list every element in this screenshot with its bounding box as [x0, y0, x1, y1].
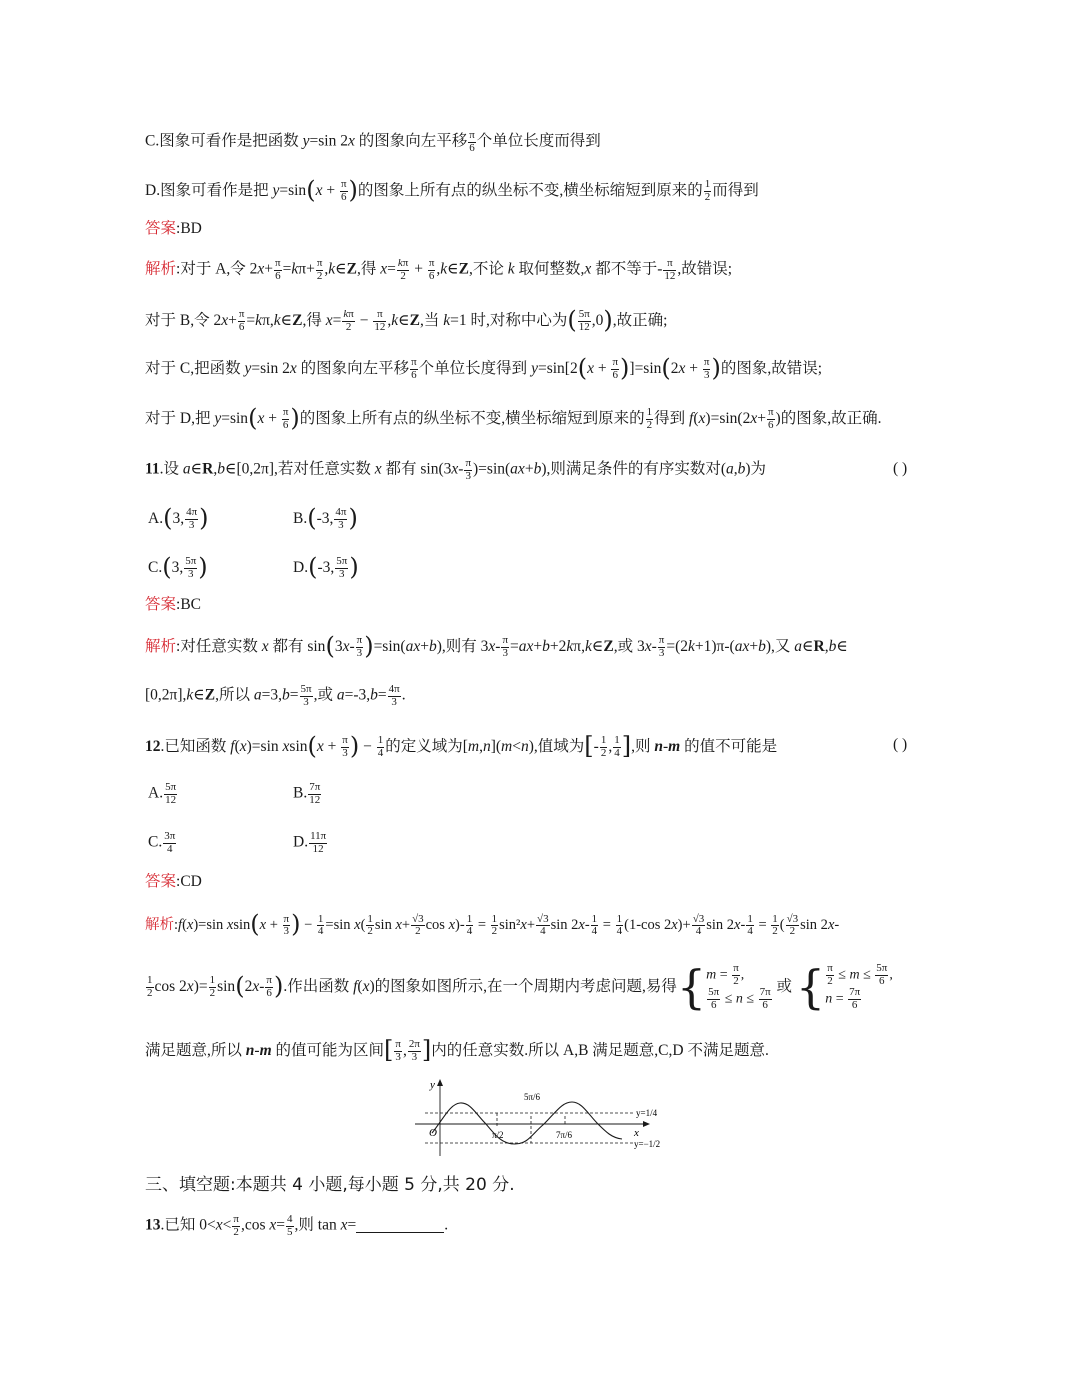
q11-stem: 11.设 a∈R,b∈[0,2π],若对任意实数 x 都有 sin(3x- $\frac{\pi}{3}$ )=sin(ax+b),则满足条件的有序实数对(a,b)为	[145, 457, 767, 482]
label-y-minus-half: y=−1/2	[634, 1139, 661, 1149]
q10-answer: 答案:BD	[145, 220, 202, 237]
x-axis-label: x	[634, 1127, 639, 1139]
label-pi2: π/2	[492, 1130, 504, 1140]
q11-solution-line2: [0,2π],k∈Z,所以 a=3,b= $\frac{5\pi}{3}$ ,或 a=-3,b= $\frac{4\pi}{3}$ .	[145, 683, 406, 708]
q12-answer: 答案:CD	[145, 873, 202, 890]
q12-option-c: C. $\frac{3\pi}{4}$	[148, 830, 176, 855]
q12-solution-line1: 解析:f(x)=sin xsin(x + $\frac{\pi}{3}$ ) − $\frac{1}{4}$ =sin x( $\frac{1}{2}$ sin x+ $\frac{√3}{2}$ cos x)- $\frac{1}{4}$ = $\frac{1}{2}$ sin²x+ $\frac{√3}{4}$ sin 2x- $\frac{1}{4}$ = $\frac{1}{4}$ (1-cos 2x)+ $\frac{√3}{4}$ sin 2x- $\frac{1}{4}$ = $\frac{1}{2}$ ( $\frac{√3}{2}$ sin 2x-	[145, 910, 840, 938]
section-3-heading: 三、填空题:本题共 4 小题,每小题 5 分,共 20 分.	[145, 1175, 515, 1195]
label-7pi6: 7π/6	[556, 1130, 573, 1140]
label-y-quarter: y=1/4	[636, 1108, 658, 1118]
label-5pi6: 5π/6	[524, 1092, 541, 1102]
origin-label: O	[429, 1127, 437, 1139]
q10-option-c: C.图象可看作是把函数 y=sin 2x 的图象向左平移 $\frac{\pi}{6}$ 个单位长度而得到	[145, 129, 601, 154]
q11-answer: 答案:BC	[145, 596, 201, 613]
q11-solution-line1: 解析:对任意实数 x 都有 sin(3x- $\frac{\pi}{3}$ )=sin(ax+b),则有 3x- $\frac{\pi}{3}$ =ax+b+2kπ,k∈Z,或 3x- $\frac{\pi}{3}$ =(2k+1)π-(ax+b),又 a∈R,b∈	[145, 632, 848, 660]
q13-answer-blank[interactable]	[356, 1218, 444, 1233]
q11-option-b: B.(-3, $\frac{4\pi}{3}$ )	[293, 504, 358, 532]
x-axis-arrow	[643, 1121, 650, 1127]
q11-option-a: A.(3, $\frac{4\pi}{3}$ )	[148, 504, 209, 532]
q12-solution-line3: 满足题意,所以 n-m 的值可能为区间[ $\frac{\pi}{3}$ , $\frac{2\pi}{3}$ ]内的任意实数.所以 A,B 满足题意,C,D 不满足题意.	[145, 1036, 769, 1064]
q10-option-d: D.图象可看作是把 y=sin(x + $\frac{\pi}{6}$ )的图象上所有点的纵坐标不变,横坐标缩短到原来的 $\frac{1}{2}$ 而得到	[145, 176, 759, 204]
q10-solution-c: 对于 C,把函数 y=sin 2x 的图象向左平移 $\frac{\pi}{6}$ 个单位长度得到 y=sin[2(x + $\frac{\pi}{6}$ )]=sin(2x + $\frac{\pi}{3}$ )的图象,故错误;	[145, 354, 823, 382]
sine-curve	[432, 1102, 622, 1144]
q13-stem: 13.已知 0<x< $\frac{\pi}{2}$ ,cos x= $\frac{4}{5}$ ,则 tan x= .	[145, 1213, 449, 1238]
q11-option-c: C.(3, $\frac{5\pi}{3}$ )	[148, 553, 208, 581]
y-axis-label: y	[430, 1079, 435, 1091]
q12-option-a: A. $\frac{5\pi}{12}$	[148, 781, 177, 806]
sine-function-graph	[410, 1076, 680, 1158]
y-axis-arrow	[437, 1079, 443, 1086]
q12-stem: 12.已知函数 f(x)=sin xsin(x + $\frac{\pi}{3}$ ) − $\frac{1}{4}$ 的定义域为[m,n](m<n),值域为[- $\frac{1}{2}$ , $\frac{1}{4}$ ],则 n-m 的值不可能是	[145, 732, 778, 760]
q10-solution-b: 对于 B,令 2x+ $\frac{\pi}{6}$ =kπ,k∈Z,得 x= $\frac{k\pi}{2}$ − $\frac{\pi}{12}$ ,k∈Z,当 k=1 时,对称中心为( $\frac{5\pi}{12}$ ,0),故正确;	[145, 306, 668, 334]
q10-solution-a: 解析:对于 A,令 2x+ $\frac{\pi}{6}$ =kπ+ $\frac{\pi}{2}$ ,k∈Z,得 x= $\frac{k\pi}{2}$ + $\frac{\pi}{6}$ ,k∈Z,不论 k 取何整数,x 都不等于- $\frac{\pi}{12}$ ,故错误;	[145, 257, 733, 282]
q11-option-d: D.(-3, $\frac{5\pi}{3}$ )	[293, 553, 359, 581]
q12-answer-paren: ( )	[893, 736, 908, 753]
q10-solution-d: 对于 D,把 y=sin(x + $\frac{\pi}{6}$ )的图象上所有点的纵坐标不变,横坐标缩短到原来的 $\frac{1}{2}$ 得到 f(x)=sin(2x+ $\frac{\pi}{6}$ )的图象,故正确.	[145, 404, 882, 432]
q11-answer-paren: ( )	[893, 460, 908, 477]
q12-option-b: B. $\frac{7\pi}{12}$	[293, 781, 321, 806]
q12-solution-line2: $\frac{1}{2}$ cos 2x)= $\frac{1}{2}$ sin(2x- $\frac{\pi}{6}$ ).作出函数 f(x)的图象如图所示,在一个周期内考虑问题,易得{m = $\frac{\pi}{2}$ , $\frac{5\pi}{6}$ ≤ n ≤ $\frac{7\pi}{6}$ 或 { $\frac{\pi}{2}$ ≤ m ≤ $\frac{5\pi}{6}$ , n = $\frac{7\pi}{6}$	[147, 960, 893, 1014]
q12-option-d: D. $\frac{11\pi}{12}$	[293, 830, 327, 855]
